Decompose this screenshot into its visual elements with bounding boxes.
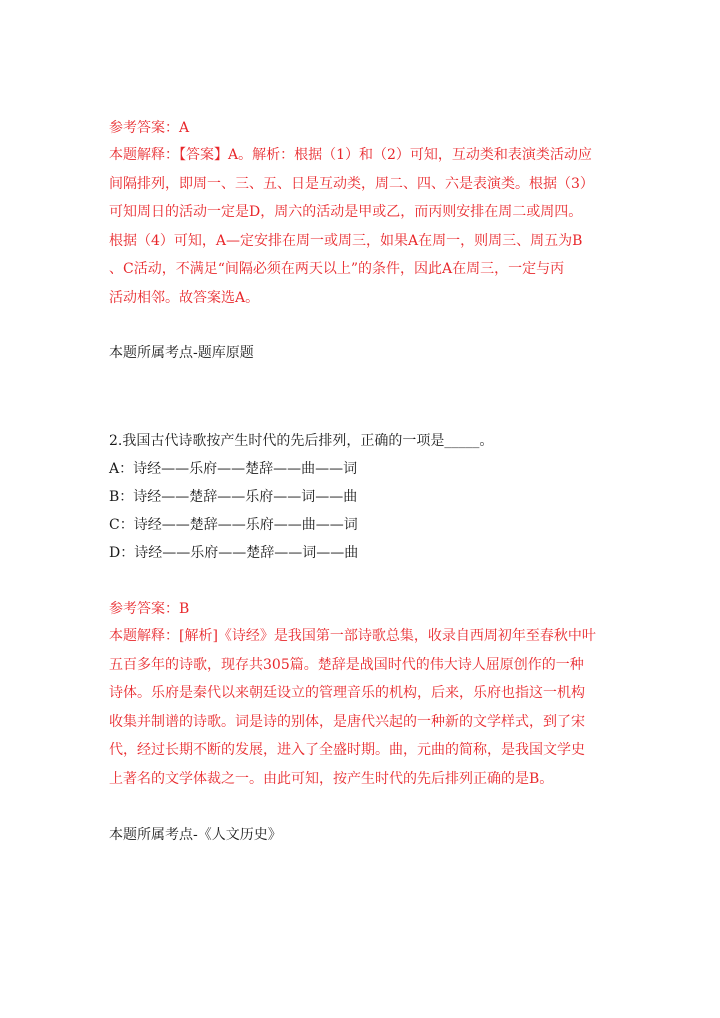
q2-explanation-line: 本题解释：[解析]《诗经》是我国第一部诗歌总集，收录自西周初年至春秋中叶: [109, 628, 596, 644]
q2-explanation: [109, 622, 614, 793]
q1-answer-section: [109, 116, 614, 312]
q1-explanation-line: 可知周日的活动一定是D，周六的活动是甲或乙，而丙则安排在周二或周四。: [109, 204, 583, 220]
q1-answer-label: 参考答案：A: [109, 120, 190, 136]
q2-option-a: A：诗经——乐府——楚辞——曲——词: [109, 461, 358, 477]
q2-explanation-line: 诗体。乐府是秦代以来朝廷设立的管理音乐的机构，后来，乐府也指这一机构: [109, 685, 585, 701]
q1-category-section: [109, 341, 614, 366]
q2-explanation-line: 代，经过长期不断的发展，进入了全盛时期。曲，元曲的简称，是我国文学史: [109, 742, 585, 758]
q2-answer-section: [109, 597, 614, 793]
q1-explanation-line: 根据（4）可知，A—定安排在周一或周三，如果A在周一，则周三、周五为B: [109, 232, 583, 249]
q2-category-section: [109, 823, 614, 848]
q2-explanation-line: 五百多年的诗歌，现存共305篇。楚辞是战国时代的伟大诗人屈原创作的一种: [109, 656, 584, 673]
q2-explanation-line: 上著名的文学体裁之一。由此可知，按产生时代的先后排列正确的是B。: [109, 770, 554, 787]
q1-category: 本题所属考点-题库原题: [109, 345, 254, 361]
q2-question-text: 2.我国古代诗歌按产生时代的先后排列，正确的一项是_____。: [109, 433, 494, 449]
q1-explanation-line: 、C活动，不满足“间隔必须在两天以上”的条件，因此A在周三，一定与丙: [109, 261, 565, 277]
q1-explanation-line: 本题解释：【答案】A。解析：根据（1）和（2）可知，互动类和表演类活动应: [109, 147, 592, 163]
q2-explanation-line: 收集并制谱的诗歌。词是诗的别体，是唐代兴起的一种新的文学样式，到了宋: [109, 713, 585, 730]
q1-explanation: [109, 141, 614, 312]
q2-option-b: B：诗经——楚辞——乐府——词——曲: [109, 489, 358, 505]
q2-option-d: D：诗经——乐府——楚辞——词——曲: [109, 545, 359, 561]
q1-explanation-line: 间隔排列，即周一、三、五、日是互动类，周二、四、六是表演类。根据（3）: [109, 175, 594, 192]
q2-category: 本题所属考点-《人文历史》: [109, 827, 282, 843]
q2-question-section: [109, 427, 614, 567]
q1-explanation-line: 活动相邻。故答案选A。: [109, 289, 260, 306]
q2-option-c: C：诗经——楚辞——乐府——曲——词: [109, 517, 358, 533]
q2-answer-label: 参考答案：B: [109, 601, 190, 617]
